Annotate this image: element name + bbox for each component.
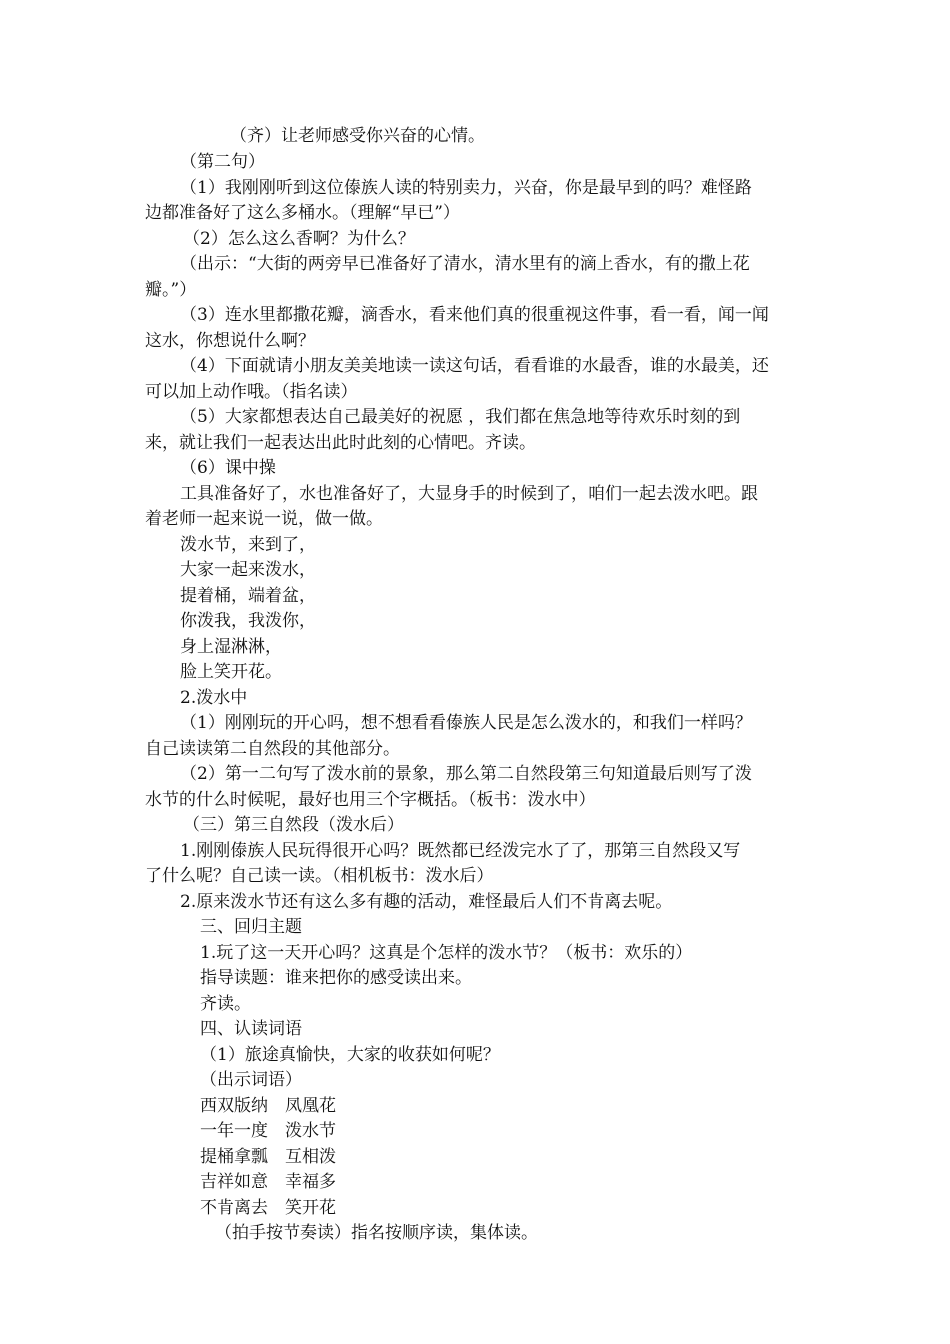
text-line: （出示词语） bbox=[200, 1070, 302, 1090]
text-line: 可以加上动作哦。（指名读） bbox=[145, 382, 358, 402]
text-line: 边都准备好了这么多桶水。（理解“早已”） bbox=[145, 203, 460, 223]
text-line: 1.玩了这一天开心吗？这真是个怎样的泼水节？（板书：欢乐的） bbox=[200, 943, 693, 963]
text-line: （三）第三自然段（泼水后） bbox=[183, 815, 404, 835]
text-line: 提着桶，端着盆， bbox=[180, 586, 316, 606]
text-line: 你泼我，我泼你， bbox=[180, 611, 316, 631]
text-line: （1）刚刚玩的开心吗，想不想看看傣族人民是怎么泼水的，和我们一样吗？ bbox=[180, 713, 752, 733]
text-line: 三、回归主题 bbox=[200, 917, 302, 937]
text-line: 工具准备好了，水也准备好了，大显身手的时候到了，咱们一起去泼水吧。跟 bbox=[180, 484, 758, 504]
text-line: （第二句） bbox=[180, 152, 265, 172]
text-line: 大家一起来泼水， bbox=[180, 560, 316, 580]
text-line: 西双版纳 凤凰花 bbox=[200, 1096, 336, 1116]
text-line: 泼水节，来到了， bbox=[180, 535, 316, 555]
text-line: 了什么呢？自己读一读。（相机板书：泼水后） bbox=[145, 866, 494, 886]
text-line: 不肯离去 笑开花 bbox=[200, 1198, 336, 1218]
text-line: （1）我刚刚听到这位傣族人读的特别卖力，兴奋，你是最早到的吗？难怪路 bbox=[180, 178, 752, 198]
text-line: 自己读读第二自然段的其他部分。 bbox=[145, 739, 400, 759]
text-line: 四、认读词语 bbox=[200, 1019, 302, 1039]
text-line: （拍手按节奏读）指名按顺序读，集体读。 bbox=[215, 1223, 538, 1243]
text-line: （4）下面就请小朋友美美地读一读这句话，看看谁的水最香，谁的水最美，还 bbox=[180, 356, 769, 376]
text-line: （3）连水里都撒花瓣，滴香水，看来他们真的很重视这件事，看一看，闻一闻 bbox=[180, 305, 769, 325]
text-line: 2.泼水中 bbox=[180, 688, 248, 708]
text-line: 一年一度 泼水节 bbox=[200, 1121, 336, 1141]
text-line: 着老师一起来说一说，做一做。 bbox=[145, 509, 383, 529]
text-line: 水节的什么时候呢，最好也用三个字概括。（板书：泼水中） bbox=[145, 790, 596, 810]
text-line: （5）大家都想表达自己最美好的祝愿 ，我们都在焦急地等待欢乐时刻的到 bbox=[180, 407, 741, 427]
text-line: （齐）让老师感受你兴奋的心情。 bbox=[230, 126, 485, 146]
text-line: 2.原来泼水节还有这么多有趣的活动，难怪最后人们不肯离去呢。 bbox=[180, 892, 673, 912]
text-line: （6）课中操 bbox=[180, 458, 276, 478]
text-line: 吉祥如意 幸福多 bbox=[200, 1172, 336, 1192]
text-line: 身上湿淋淋， bbox=[180, 637, 282, 657]
text-line: 提桶拿瓢 互相泼 bbox=[200, 1147, 336, 1167]
text-line: （1）旅途真愉快，大家的收获如何呢？ bbox=[200, 1045, 500, 1065]
text-line: 1.刚刚傣族人民玩得很开心吗？既然都已经泼完水了了，那第三自然段又写 bbox=[180, 841, 741, 861]
text-line: 来，就让我们一起表达出此时此刻的心情吧。齐读。 bbox=[145, 433, 536, 453]
text-line: 瓣。”） bbox=[145, 280, 197, 300]
text-line: （出示：“大街的两旁早已准备好了清水，清水里有的滴上香水，有的撒上花 bbox=[180, 254, 750, 274]
text-line: 齐读。 bbox=[200, 994, 251, 1014]
text-line: 这水，你想说什么啊？ bbox=[145, 331, 315, 351]
text-line: （2）怎么这么香啊？为什么？ bbox=[183, 229, 415, 249]
text-line: （2）第一二句写了泼水前的景象，那么第二自然段第三句知道最后则写了泼 bbox=[180, 764, 752, 784]
text-line: 脸上笑开花。 bbox=[180, 662, 282, 682]
text-line: 指导读题：谁来把你的感受读出来。 bbox=[200, 968, 472, 988]
